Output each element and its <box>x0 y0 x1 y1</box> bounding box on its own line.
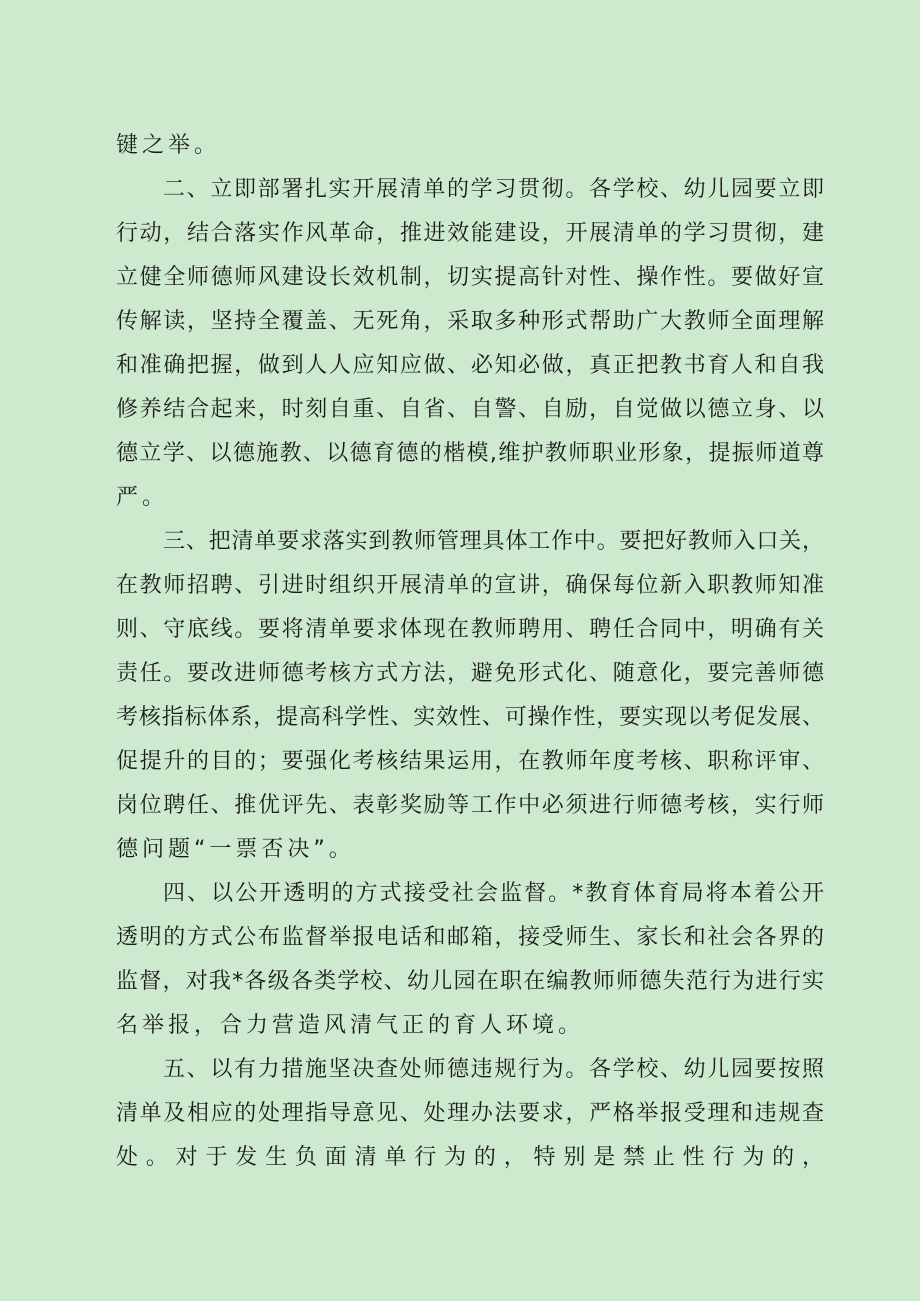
paragraph-5-heading-line: 五、以有力措施坚决查处师德违规行为。各学校、幼儿园要按照 <box>163 1057 824 1082</box>
text-line: 考核指标体系，提高科学性、实效性、可操作性，要实现以考促发展、 <box>116 705 824 730</box>
text-line: 行动，结合落实作风革命，推进效能建设，开展清单的学习贯彻，建 <box>116 221 824 246</box>
text-line: 德问题“一票否决”。 <box>116 837 355 862</box>
text-line: 修养结合起来，时刻自重、自省、自警、自励，自觉做以德立身、以 <box>116 397 824 422</box>
text-line: 严。 <box>116 485 169 510</box>
text-line: 清单及相应的处理指导意见、处理办法要求，严格举报受理和违规查 <box>116 1101 824 1126</box>
text-line: 传解读，坚持全覆盖、无死角，采取多种形式帮助广大教师全面理解 <box>116 309 824 334</box>
text-line: 德立学、以德施教、以德育德的楷模,维护教师职业形象，提振师道尊 <box>116 441 824 466</box>
text-line: 和准确把握，做到人人应知应做、必知必做，真正把教书育人和自我 <box>116 353 824 378</box>
text-line: 则、守底线。要将清单要求体现在教师聘用、聘任合同中，明确有关 <box>116 617 824 642</box>
text-line: 促提升的目的；要强化考核结果运用，在教师年度考核、职称评审、 <box>116 749 824 774</box>
paragraph-3-heading-line: 三、把清单要求落实到教师管理具体工作中。要把好教师入口关， <box>163 529 824 554</box>
paragraph-4-heading-line: 四、以公开透明的方式接受社会监督。*教育体育局将本着公开 <box>163 881 824 906</box>
text-line: 处。对于发生负面清单行为的，特别是禁止性行为的， <box>116 1145 824 1170</box>
text-line: 键之举。 <box>116 133 221 158</box>
text-line: 透明的方式公布监督举报电话和邮箱，接受师生、家长和社会各界的 <box>116 925 824 950</box>
text-line: 立健全师德师风建设长效机制，切实提高针对性、操作性。要做好宣 <box>116 265 824 290</box>
text-line: 在教师招聘、引进时组织开展清单的宣讲，确保每位新入职教师知准 <box>116 573 824 598</box>
text-line: 监督，对我*各级各类学校、幼儿园在职在编教师师德失范行为进行实 <box>116 969 824 994</box>
paragraph-2-heading-line: 二、立即部署扎实开展清单的学习贯彻。各学校、幼儿园要立即 <box>163 177 824 202</box>
text-line: 名举报，合力营造风清气正的育人环境。 <box>116 1013 585 1038</box>
text-line: 责任。要改进师德考核方式方法，避免形式化、随意化，要完善师德 <box>116 661 824 686</box>
text-line: 岗位聘任、推优评先、表彰奖励等工作中必须进行师德考核，实行师 <box>116 793 824 818</box>
